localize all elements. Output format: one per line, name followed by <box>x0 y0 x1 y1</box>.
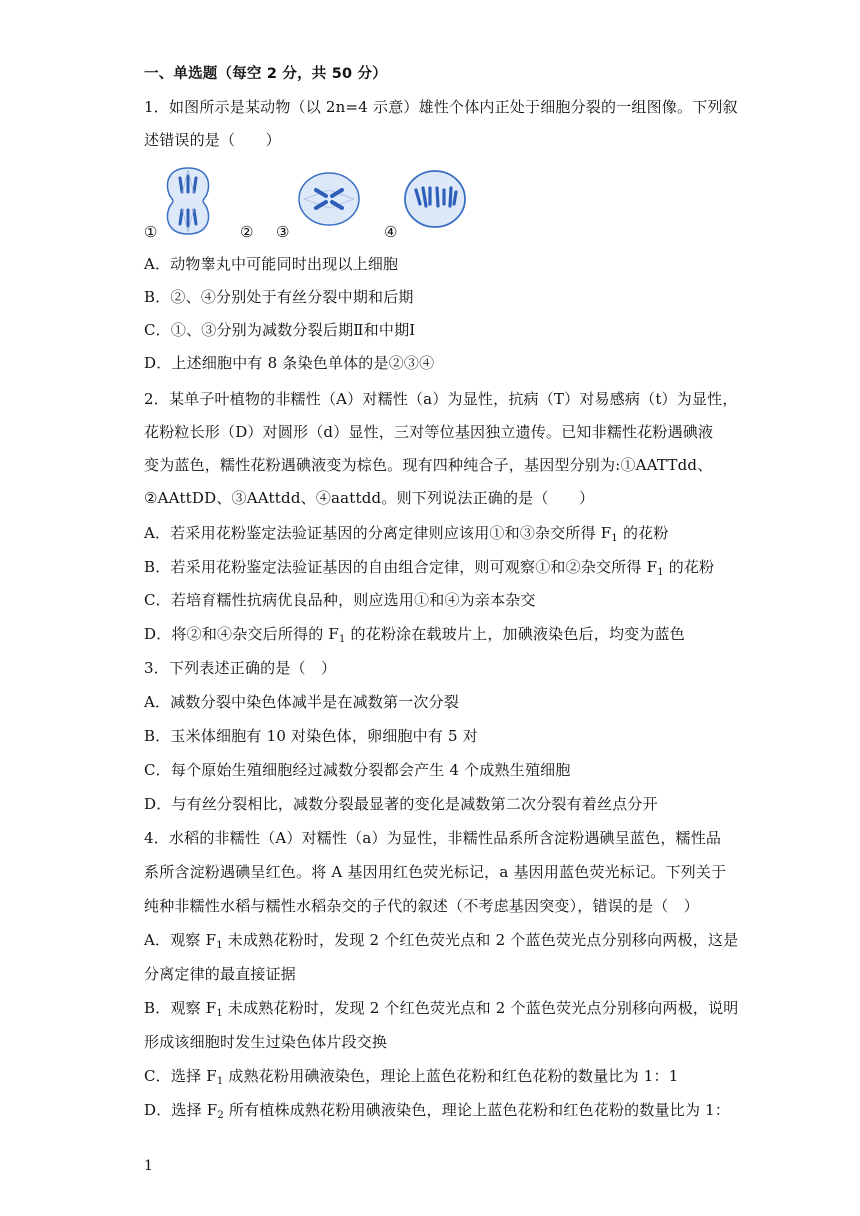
figure-label-3: ③ <box>276 223 290 241</box>
q4-stem-line-3: 纯种非糯性水稻与糯性水稻杂交的子代的叙述（不考虑基因突变），错误的是（ ） <box>144 897 699 915</box>
q4-option-c-text: C．选择 F <box>144 1067 217 1085</box>
q4-option-d <box>144 1100 730 1126</box>
q4-option-a-text: A．观察 F <box>144 931 217 949</box>
q1-option-b: B．②、④分别处于有丝分裂中期和后期 <box>144 288 414 306</box>
q2-option-a-tail: 的花粉 <box>617 524 669 542</box>
cell-figure-4 <box>402 168 468 230</box>
q2-stem-line-3: 变为蓝色，糯性花粉遇碘液变为棕色。现有四种纯合子，基因型分别为:①AATTdd、 <box>144 456 713 474</box>
page-number: 1 <box>144 1158 153 1174</box>
q1-stem-line-2: 述错误的是（ ） <box>144 131 281 149</box>
q1-stem-line-1: 1．如图所示是某动物（以 2n=4 示意）雄性个体内正处于细胞分裂的一组图像。下列叙 <box>144 98 738 116</box>
q4-option-b-tail: 未成熟花粉时，发现 2 个红色荧光点和 2 个蓝色荧光点分别移向两极，说明 <box>222 999 739 1017</box>
q3-stem: 3．下列表述正确的是（ ） <box>144 659 337 677</box>
figure-label-2: ② <box>240 223 254 241</box>
q4-option-b-line-2: 形成该细胞时发生过染色体片段交换 <box>144 1033 388 1051</box>
q4-option-c-tail: 成熟花粉用碘液染色，理论上蓝色花粉和红色花粉的数量比为 1：1 <box>223 1067 679 1085</box>
q2-option-b-tail: 的花粉 <box>663 558 715 576</box>
section-title: 一、单选题（每空 2 分，共 50 分） <box>144 66 387 82</box>
q4-option-b-text: B．观察 F <box>144 999 217 1017</box>
q3-option-b: B．玉米体细胞有 10 对染色体，卵细胞中有 5 对 <box>144 727 478 745</box>
q4-stem-line-1: 4．水稻的非糯性（A）对糯性（a）为显性，非糯性品系所含淀粉遇碘呈蓝色，糯性品 <box>144 829 722 847</box>
q3-option-d: D．与有丝分裂相比，减数分裂最显著的变化是减数第二次分裂有着丝点分开 <box>144 795 658 813</box>
q4-option-d-tail: 所有植株成熟花粉用碘液染色，理论上蓝色花粉和红色花粉的数量比为 1： <box>223 1101 731 1119</box>
q2-stem-line-1: 2．某单子叶植物的非糯性（A）对糯性（a）为显性，抗病（T）对易感病（t）为显性， <box>144 390 738 408</box>
q4-stem-line-2: 系所含淀粉遇碘呈红色。将 A 基因用红色荧光标记，a 基因用蓝色荧光标记。下列关于 <box>144 863 727 881</box>
q2-option-a-text: A．若采用花粉鉴定法验证基因的分离定律则应该用①和③杂交所得 F <box>144 524 612 542</box>
subscript: 1 <box>339 634 346 645</box>
q2-option-d-tail: 的花粉涂在载玻片上，加碘液染色后，均变为蓝色 <box>345 625 685 643</box>
q4-option-c <box>144 1066 678 1092</box>
subscript: 1 <box>216 1008 223 1019</box>
q4-option-a-line-1 <box>144 930 738 956</box>
q2-option-b-text: B．若采用花粉鉴定法验证基因的自由组合定律，则可观察①和②杂交所得 F <box>144 558 658 576</box>
q3-option-a: A．减数分裂中染色体减半是在减数第一次分裂 <box>144 693 460 711</box>
subscript: 1 <box>216 1076 224 1087</box>
q1-option-d: D．上述细胞中有 8 条染色单体的是②③④ <box>144 354 435 372</box>
q2-option-d <box>144 624 685 650</box>
q2-stem-line-2: 花粉粒长形（D）对圆形（d）显性，三对等位基因独立遗传。已知非糯性花粉遇碘液 <box>144 423 714 441</box>
q3-option-c: C．每个原始生殖细胞经过减数分裂都会产生 4 个成熟生殖细胞 <box>144 761 571 779</box>
figure-label-1: ① <box>144 223 158 241</box>
q2-option-a <box>144 523 669 549</box>
q4-option-a-tail: 未成熟花粉时，发现 2 个红色荧光点和 2 个蓝色荧光点分别移向两极，这是 <box>222 931 739 949</box>
q4-option-a-line-2: 分离定律的最直接证据 <box>144 965 297 983</box>
q1-option-c: C．①、③分别为减数分裂后期Ⅱ和中期Ⅰ <box>144 321 416 339</box>
cell-figure-1 <box>160 164 216 238</box>
q2-option-c: C．若培育糯性抗病优良品种，则应选用①和④为亲本杂交 <box>144 591 536 609</box>
q1-cell-figures <box>144 162 474 246</box>
figure-label-4: ④ <box>384 223 398 241</box>
cell-figure-3 <box>296 170 362 228</box>
q2-option-d-text: D．将②和④杂交后所得的 F <box>144 625 340 643</box>
subscript: 1 <box>611 533 618 544</box>
q2-stem-line-4: ②AAttDD、③AAttdd、④aattdd。则下列说法正确的是（ ） <box>144 489 595 507</box>
subscript: 1 <box>657 567 664 578</box>
q4-option-d-text: D．选择 F <box>144 1101 218 1119</box>
q1-option-a: A．动物睾丸中可能同时出现以上细胞 <box>144 255 399 273</box>
q2-option-b <box>144 557 714 583</box>
subscript: 2 <box>217 1110 224 1121</box>
q4-option-b-line-1 <box>144 998 739 1024</box>
subscript: 1 <box>216 940 223 951</box>
